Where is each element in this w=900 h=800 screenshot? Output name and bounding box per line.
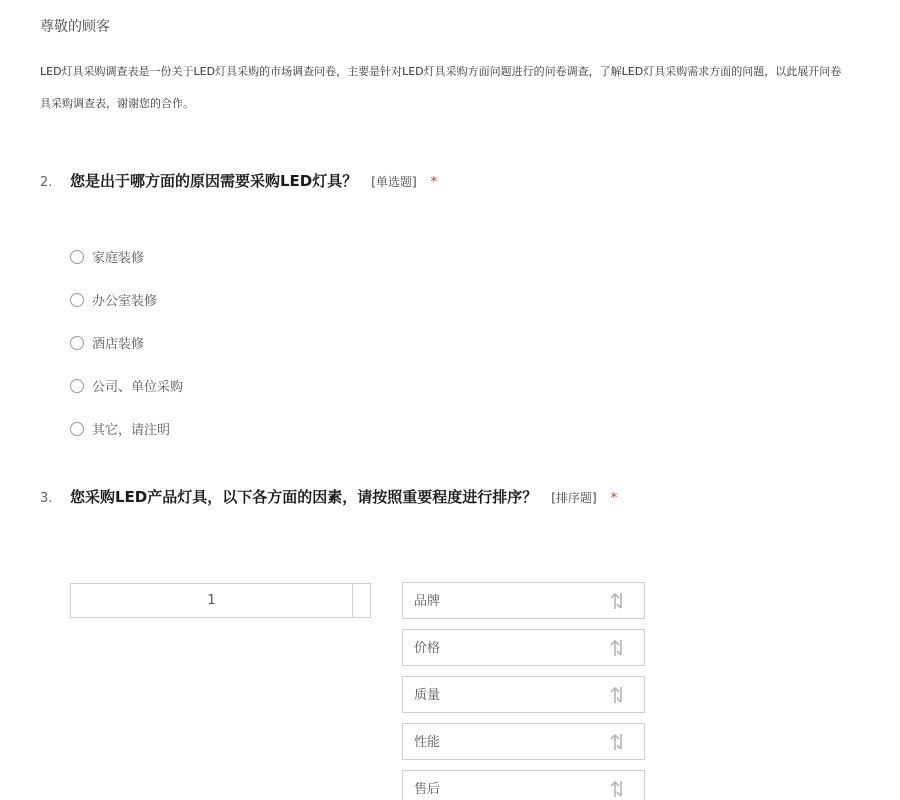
- question-3-number: 3.: [40, 491, 53, 506]
- option-label: 其它，请注明: [92, 423, 171, 438]
- radio-button[interactable]: [70, 250, 84, 264]
- sort-item-performance[interactable]: [402, 723, 645, 760]
- question-3-text: 您采购LED产品灯具，以下各方面的因素，请按照重要程度进行排序？: [70, 488, 538, 506]
- rank-drop-slot[interactable]: [70, 583, 371, 618]
- sort-item-brand[interactable]: [402, 582, 645, 619]
- question-2-number: 2.: [40, 175, 53, 190]
- sort-item-label: 质量: [414, 688, 441, 703]
- question-3-title: [40, 486, 617, 507]
- required-marker: *: [610, 491, 618, 506]
- sort-item-after-sales[interactable]: [402, 770, 645, 800]
- sort-item-label: 价格: [414, 641, 441, 656]
- question-2-options: [70, 236, 183, 451]
- sort-item-label: 品牌: [414, 594, 441, 609]
- option-other[interactable]: [70, 408, 183, 451]
- sort-arrows-icon: [608, 591, 628, 611]
- radio-button[interactable]: [70, 336, 84, 350]
- sort-arrows-icon: [608, 732, 628, 752]
- sort-item-quality[interactable]: [402, 676, 645, 713]
- option-office-renovation[interactable]: [70, 279, 183, 322]
- option-label: 办公室装修: [92, 294, 158, 309]
- question-3-type: [排序题]: [551, 491, 597, 505]
- option-label: 家庭装修: [92, 251, 145, 266]
- greeting: 尊敬的顾客: [40, 19, 110, 35]
- option-label: 酒店装修: [92, 337, 145, 352]
- radio-button[interactable]: [70, 422, 84, 436]
- option-hotel-renovation[interactable]: [70, 322, 183, 365]
- sort-arrows-icon: [608, 638, 628, 658]
- option-home-renovation[interactable]: [70, 236, 183, 279]
- question-2-type: [单选题]: [371, 175, 417, 189]
- question-2-text: 您是出于哪方面的原因需要采购LED灯具？: [70, 172, 358, 190]
- radio-button[interactable]: [70, 379, 84, 393]
- rank-slot-handle: [353, 584, 370, 617]
- sort-arrows-icon: [608, 779, 628, 799]
- intro-line-2: 具采购调查表，谢谢您的合作。: [40, 97, 194, 110]
- required-marker: *: [430, 175, 438, 190]
- sort-item-price[interactable]: [402, 629, 645, 666]
- sort-item-list: [402, 582, 645, 800]
- radio-button[interactable]: [70, 293, 84, 307]
- intro-line-1: LED灯具采购调查表是一份关于LED灯具采购的市场调查问卷，主要是针对LED灯具采购方面问题进行的问卷调查，了解LED灯具采购需求方面的问题，以此展开问卷: [40, 65, 842, 78]
- option-label: 公司、单位采购: [92, 380, 184, 395]
- question-2-title: [40, 170, 437, 191]
- rank-number: 1: [71, 584, 353, 617]
- survey-intro: [40, 56, 900, 120]
- option-company-purchase[interactable]: [70, 365, 183, 408]
- sort-item-label: 售后: [414, 782, 441, 797]
- sort-arrows-icon: [608, 685, 628, 705]
- sort-item-label: 性能: [414, 735, 441, 750]
